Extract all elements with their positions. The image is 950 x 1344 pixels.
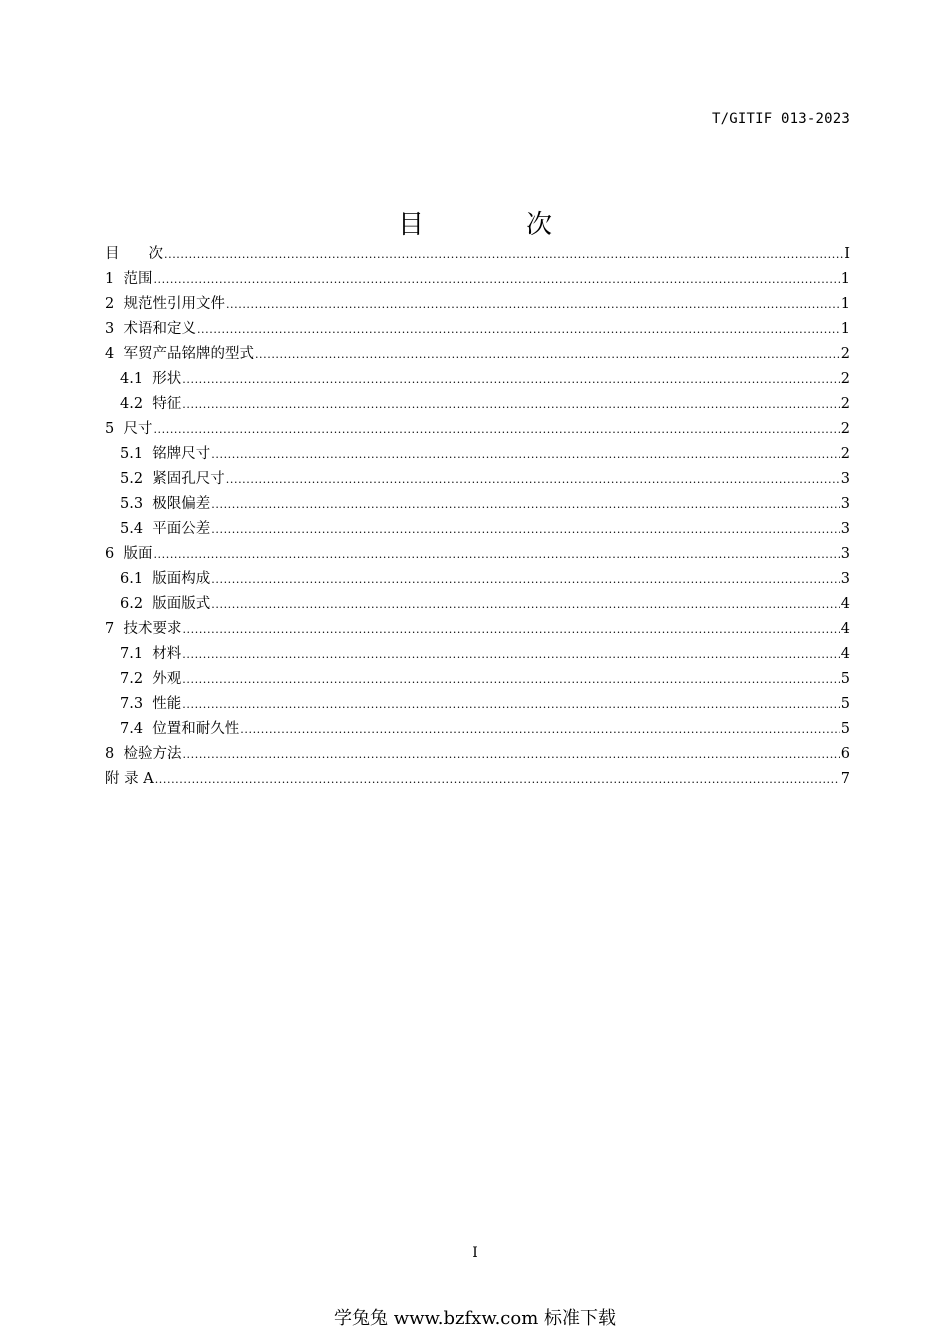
toc-entry-page: 5 [840,721,850,737]
toc-entry-page: 3 [840,571,850,587]
toc-dot-leader [153,417,839,442]
toc-entry-label: 7.2 外观 [120,671,182,687]
toc-entry-label: 2 规范性引用文件 [105,296,225,312]
toc-entry-page: 4 [840,646,850,662]
toc-entry[interactable] [105,242,850,267]
toc-dot-leader [211,592,839,617]
toc-entry[interactable] [105,292,850,317]
toc-entry-page: 2 [840,371,850,387]
toc-entry[interactable] [105,642,850,667]
toc-entry-page: 1 [840,271,850,287]
toc-dot-leader [182,692,839,717]
toc-dot-leader [197,317,840,342]
toc-entry[interactable] [105,617,850,642]
toc-entry-label: 4.2 特征 [120,396,182,412]
toc-entry-label: 目 次 [105,246,163,262]
toc-entry-page: 4 [840,596,850,612]
toc-entry[interactable] [105,442,850,467]
toc-entry-label: 6.2 版面版式 [120,596,211,612]
toc-entry-label: 3 术语和定义 [105,321,196,337]
toc-entry-label: 7 技术要求 [105,621,182,637]
toc-entry[interactable] [105,267,850,292]
toc-entry[interactable] [105,592,850,617]
toc-entry[interactable] [105,392,850,417]
toc-dot-leader [153,267,839,292]
toc-dot-leader [182,667,839,692]
toc-entry-label: 7.4 位置和耐久性 [120,721,240,737]
toc-dot-leader [153,542,839,567]
toc-entry-page: I [844,246,850,262]
toc-entry-page: 2 [840,396,850,412]
toc-entry[interactable] [105,342,850,367]
toc-dot-leader [155,767,840,792]
toc-entry-label: 5.4 平面公差 [120,521,211,537]
toc-entry[interactable] [105,417,850,442]
toc-entry[interactable] [105,692,850,717]
toc-entry-page: 2 [840,346,850,362]
toc-entry-page: 3 [840,496,850,512]
toc-entry-label: 6 版面 [105,546,153,562]
toc-entry-label: 5.2 紧固孔尺寸 [120,471,225,487]
toc-entry-page: 2 [840,421,850,437]
toc-dot-leader [182,742,839,767]
toc-entry-page: 5 [840,671,850,687]
table-of-contents [105,242,850,792]
toc-entry[interactable] [105,667,850,692]
toc-dot-leader [211,492,839,517]
page-number: I [472,1245,478,1261]
toc-entry-page: 7 [840,771,850,787]
toc-dot-leader [182,617,839,642]
toc-dot-leader [211,567,839,592]
toc-entry-label: 7.3 性能 [120,696,182,712]
toc-dot-leader [211,517,839,542]
toc-entry-page: 3 [840,521,850,537]
toc-entry-label: 7.1 材料 [120,646,182,662]
toc-entry-label: 5.3 极限偏差 [120,496,211,512]
toc-entry-label: 5 尺寸 [105,421,153,437]
toc-dot-leader [226,292,840,317]
footer-watermark: 学兔兔 www.bzfxw.com 标准下载 [333,1308,617,1329]
toc-dot-leader [182,392,839,417]
toc-entry-label: 附 录 A [105,771,154,787]
toc-entry[interactable] [105,517,850,542]
toc-entry-label: 6.1 版面构成 [120,571,211,587]
toc-entry-label: 4 军贸产品铭牌的型式 [105,346,254,362]
toc-entry[interactable] [105,717,850,742]
toc-entry[interactable] [105,767,850,792]
toc-dot-leader [182,642,839,667]
toc-entry-label: 4.1 形状 [120,371,182,387]
toc-entry-page: 3 [840,471,850,487]
toc-entry[interactable] [105,467,850,492]
toc-entry-page: 2 [840,446,850,462]
toc-dot-leader [164,242,843,267]
toc-entry-page: 4 [840,621,850,637]
toc-entry[interactable] [105,367,850,392]
toc-entry[interactable] [105,317,850,342]
toc-dot-leader [240,717,839,742]
toc-entry[interactable] [105,542,850,567]
toc-entry-page: 1 [840,296,850,312]
page-title: 目 次 [397,210,590,240]
toc-entry[interactable] [105,567,850,592]
toc-dot-leader [211,442,839,467]
toc-entry-label: 8 检验方法 [105,746,182,762]
toc-entry-label: 5.1 铭牌尺寸 [120,446,211,462]
toc-entry-page: 5 [840,696,850,712]
toc-entry-page: 6 [840,746,850,762]
standard-code: T/GITIF 013-2023 [711,111,850,127]
toc-entry-page: 3 [840,546,850,562]
toc-dot-leader [255,342,840,367]
toc-entry-label: 1 范围 [105,271,153,287]
toc-entry[interactable] [105,742,850,767]
toc-dot-leader [226,467,840,492]
toc-entry-page: 1 [840,321,850,337]
toc-dot-leader [182,367,839,392]
toc-entry[interactable] [105,492,850,517]
